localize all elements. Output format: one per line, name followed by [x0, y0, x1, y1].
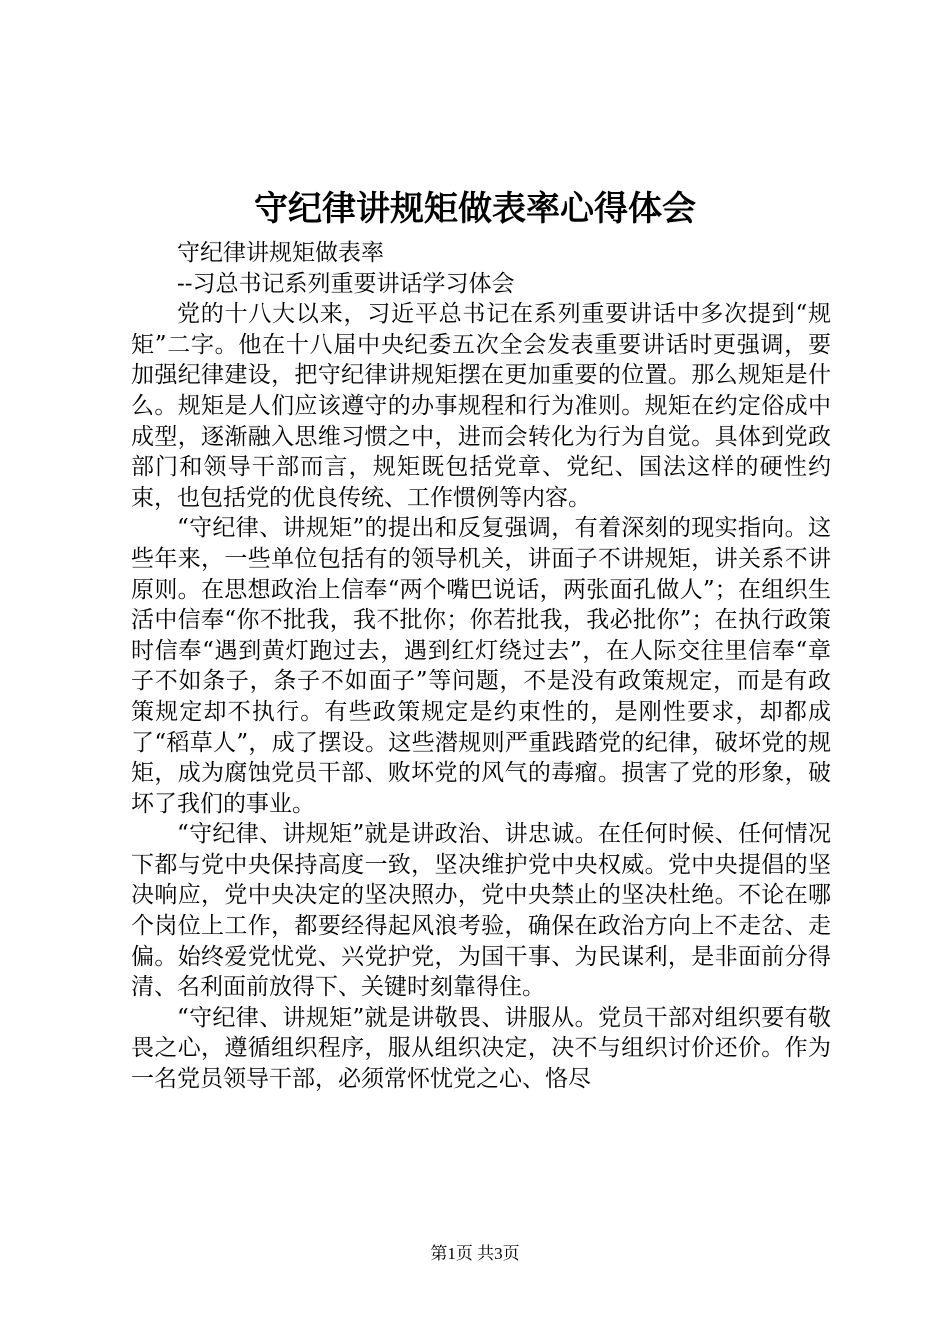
page-number-footer: 第1页 共3页 — [430, 1244, 520, 1263]
document-title: 守纪律讲规矩做表率心得体会 — [254, 189, 696, 229]
body-paragraph: “守纪律、讲规矩”就是讲敬畏、讲服从。党员干部对组织要有敬畏之心，遵循组织程序，服从组织决定，决不与组织讨价还价。作为一名党员领导干部，必须常怀忧党之心、恪尽 — [131, 1004, 831, 1093]
subtitle-line: --习总书记系列重要讲话学习体会 — [177, 270, 515, 297]
body-paragraph: 党的十八大以来，习近平总书记在系列重要讲话中多次提到“规矩”二字。他在十八届中央纪委五次全会发表重要讲话时更强调，要加强纪律建设，把守纪律讲规矩摆在更加重要的位置。那么规矩是什么。规矩是人们应该遵守的办事规程和行为准则。规矩在约定俗成中成型，逐渐融入思维习惯之中，进而会转化为行为自觉。具体到党政部门和领导干部而言，规矩既包括党章、党纪、国法这样的硬性约束，也包括党的优良传统、工作惯例等内容。 — [131, 301, 831, 511]
body-paragraph: “守纪律、讲规矩”的提出和反复强调，有着深刻的现实指向。这些年来，一些单位包括有的领导机关，讲面子不讲规矩，讲关系不讲原则。在思想政治上信奉“两个嘴巴说话，两张面孔做人”；在组织生活中信奉“你不批我，我不批你；你若批我，我必批你”；在执行政策时信奉“遇到黄灯跑过去，遇到红灯绕过去”，在人际交往里信奉“章子不如条子，条子不如面子”等问题，不是没有政策规定，而是有政策规定却不执行。有些政策规定是约束性的，是刚性要求，却都成了“稻草人”，成了摆设。这些潜规则严重践踏党的纪律，破坏党的规矩，成为腐蚀党员干部、败坏党的风气的毒瘤。损害了党的形象，破坏了我们的事业。 — [131, 515, 831, 817]
body-paragraph: “守纪律、讲规矩”就是讲政治、讲忠诚。在任何时候、任何情况下都与党中央保持高度一致，坚决维护党中央权威。党中央提倡的坚决响应，党中央决定的坚决照办，党中央禁止的坚决杜绝。不论在哪个岗位上工作，都要经得起风浪考验，确保在政治方向上不走岔、走偏。始终爱党忧党、兴党护党，为国干事、为民谋利，是非面前分得清、名利面前放得下、关键时刻靠得住。 — [131, 821, 831, 1001]
subtitle-line: 守纪律讲规矩做表率 — [177, 240, 384, 266]
document-body — [131, 238, 831, 1095]
